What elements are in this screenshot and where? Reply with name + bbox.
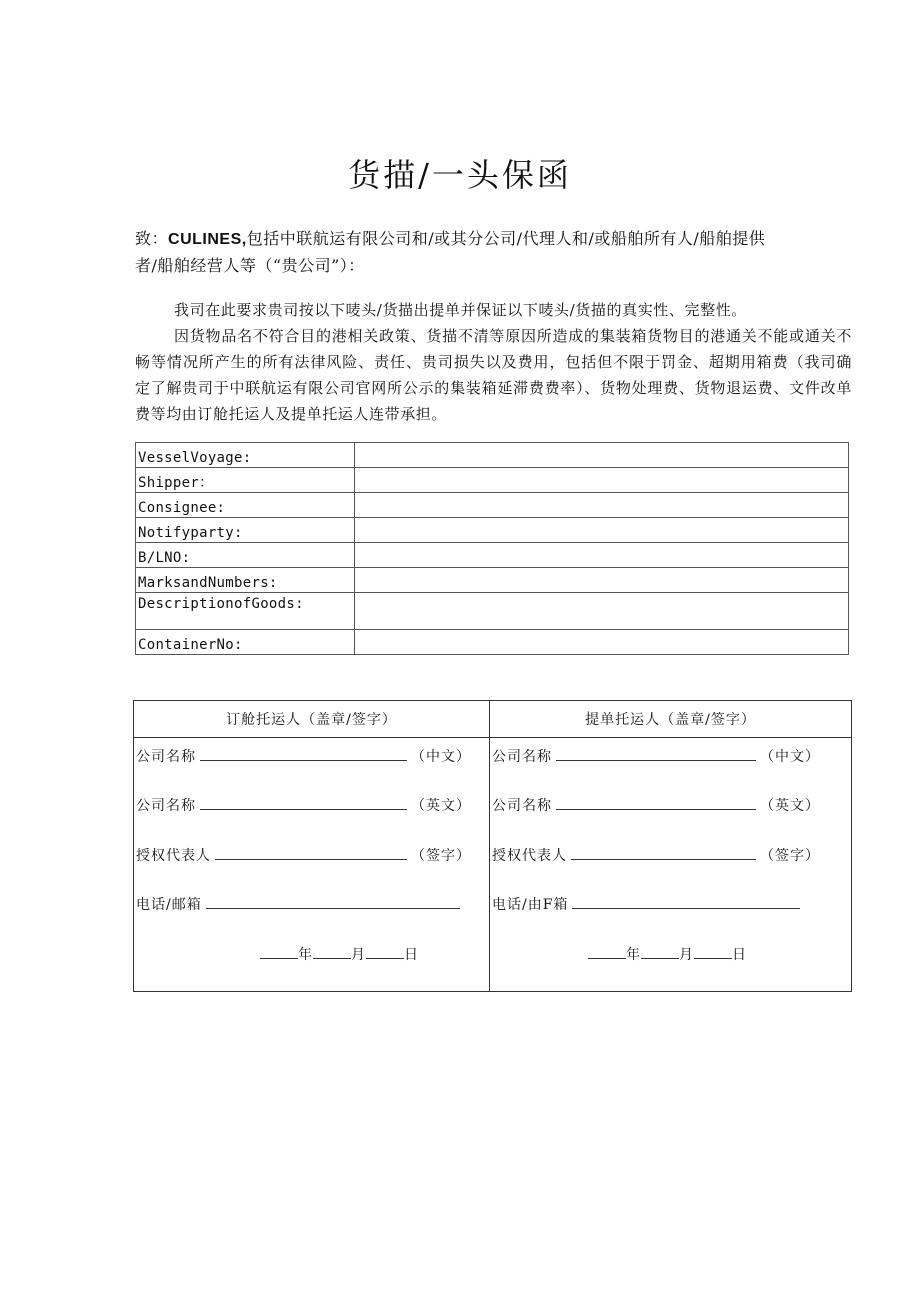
day-label: 日 xyxy=(404,947,419,963)
table-row xyxy=(136,493,849,518)
company-en-suffix: （英文） xyxy=(760,798,820,814)
representative-blank[interactable] xyxy=(215,845,407,860)
vessel-voyage-label: VesselVoyage: xyxy=(136,443,355,468)
company-en-suffix: （英文） xyxy=(411,798,471,814)
booking-shipper-section xyxy=(134,738,490,992)
month-label: 月 xyxy=(351,947,366,963)
table-row xyxy=(136,443,849,468)
booking-shipper-header: 订舱托运人（盖章/签字） xyxy=(134,701,490,738)
table-row xyxy=(136,630,849,655)
addressee-block xyxy=(135,226,850,279)
notify-party-field[interactable] xyxy=(355,518,849,543)
date-line xyxy=(260,944,419,964)
year-label: 年 xyxy=(626,947,641,963)
company-cn-suffix: （中文） xyxy=(411,749,471,765)
year-blank[interactable] xyxy=(588,944,626,959)
table-row xyxy=(136,543,849,568)
company-en-label: 公司名称 xyxy=(492,798,552,814)
bl-no-label: B/LNO: xyxy=(136,543,355,568)
day-blank[interactable] xyxy=(694,944,732,959)
addressee-line2: 者/船舶经营人等（“贵公司”）： xyxy=(135,256,365,275)
container-no-field[interactable] xyxy=(355,630,849,655)
representative-label: 授权代表人 xyxy=(492,848,567,864)
month-blank[interactable] xyxy=(313,944,351,959)
addressee-company: CULINES, xyxy=(168,231,247,248)
addressee-prefix: 致： xyxy=(135,229,169,248)
vessel-voyage-field[interactable] xyxy=(355,443,849,468)
cargo-info-table xyxy=(135,442,849,655)
table-row xyxy=(136,468,849,493)
bl-shipper-section xyxy=(490,738,852,992)
goods-description-label: DescriptionofGoods: xyxy=(136,593,355,630)
paragraph-liability: 因货物品名不符合目的港相关政策、货描不清等原因所造成的集装箱货物目的港通关不能或通关不畅等情况所产生的所有法律风险、责任、贵司损失以及费用，包括但不限于罚金、超期用箱费（我司确定了解贵司于中联航运有限公司官网所公示的集装箱延滞费费率）、货物处理费、货物退运费、文件改单费等均由订舱托运人及提单托运人连带承担。 xyxy=(135,327,852,423)
company-cn-suffix: （中文） xyxy=(760,749,820,765)
representative-suffix: （签字） xyxy=(411,848,471,864)
contact-label: 电话/邮箱 xyxy=(136,897,202,913)
company-cn-blank[interactable] xyxy=(200,746,407,761)
day-label: 日 xyxy=(732,947,747,963)
guarantee-body xyxy=(135,297,852,427)
shipper-field[interactable] xyxy=(355,468,849,493)
addressee-line1: 包括中联航运有限公司和/或其分公司/代理人和/或船舶所有人/船舶提供 xyxy=(246,229,766,248)
consignee-field[interactable] xyxy=(355,493,849,518)
notify-party-label: Notifyparty: xyxy=(136,518,355,543)
date-line xyxy=(588,944,747,964)
goods-description-field[interactable] xyxy=(355,593,849,630)
company-en-blank[interactable] xyxy=(200,795,407,810)
document-title: 货描/一头保函 xyxy=(348,156,572,194)
company-cn-blank[interactable] xyxy=(556,746,756,761)
paragraph-request: 我司在此要求贵司按以下唛头/货描出提单并保证以下唛头/货描的真实性、完整性。 xyxy=(174,301,747,319)
bl-no-field[interactable] xyxy=(355,543,849,568)
day-blank[interactable] xyxy=(366,944,404,959)
signature-table xyxy=(133,700,852,992)
table-row xyxy=(136,518,849,543)
year-blank[interactable] xyxy=(260,944,298,959)
contact-blank[interactable] xyxy=(572,894,800,909)
company-cn-label: 公司名称 xyxy=(492,749,552,765)
marks-numbers-label: MarksandNumbers: xyxy=(136,568,355,593)
representative-label: 授权代表人 xyxy=(136,848,211,864)
marks-numbers-field[interactable] xyxy=(355,568,849,593)
container-no-label: ContainerNo: xyxy=(136,630,355,655)
month-blank[interactable] xyxy=(641,944,679,959)
contact-blank[interactable] xyxy=(206,894,460,909)
table-row xyxy=(136,593,849,630)
table-row xyxy=(136,568,849,593)
consignee-label: Consignee: xyxy=(136,493,355,518)
shipper-label: Shipper： xyxy=(136,468,355,493)
contact-label: 电话/由F箱 xyxy=(492,897,569,913)
company-en-blank[interactable] xyxy=(556,795,756,810)
company-cn-label: 公司名称 xyxy=(136,749,196,765)
month-label: 月 xyxy=(679,947,694,963)
year-label: 年 xyxy=(298,947,313,963)
bl-shipper-header: 提单托运人（盖章/签字） xyxy=(490,701,852,738)
representative-blank[interactable] xyxy=(571,845,756,860)
company-en-label: 公司名称 xyxy=(136,798,196,814)
representative-suffix: （签字） xyxy=(760,848,820,864)
